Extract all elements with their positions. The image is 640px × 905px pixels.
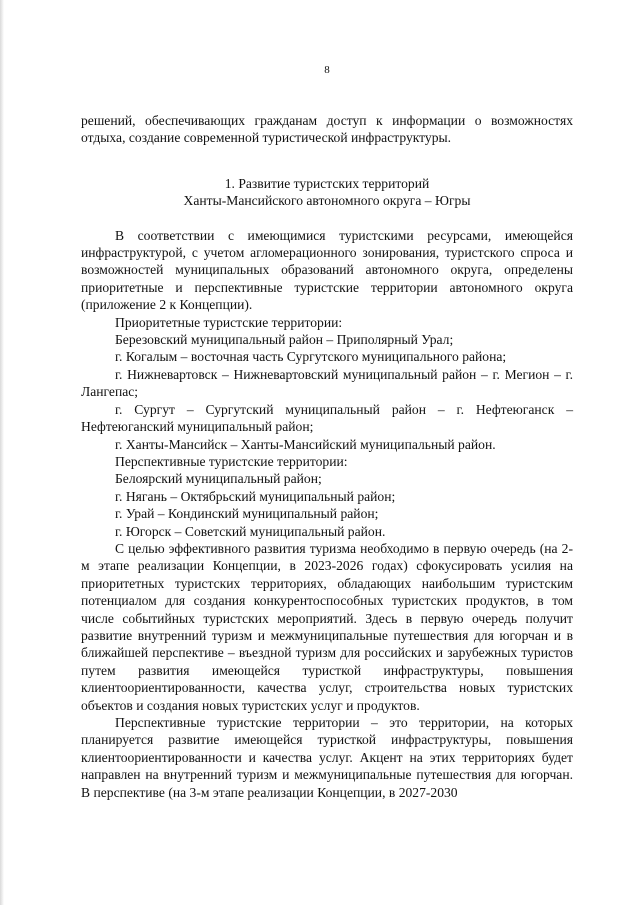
priority-item-2: г. Когалым – восточная часть Сургутского муниципального района; <box>115 349 507 365</box>
intro-paragraph: решений, обеспечивающих гражданам доступ к информации о возможностях отдыха, создание современной туристической инфраструктуры. <box>81 113 573 146</box>
priority-item-5: г. Ханты-Мансийск – Ханты-Мансийский муниципальный район. <box>115 436 496 452</box>
document-page <box>81 0 573 905</box>
document-body <box>81 112 573 801</box>
page-number: 8 <box>324 64 330 76</box>
priority-item-1: Березовский муниципальный район – Приполярный Урал; <box>115 332 454 348</box>
prospective-label: Перспективные туристские территории: <box>115 453 348 469</box>
scan-edge <box>0 0 4 905</box>
priority-item-4: г. Сургут – Сургутский муниципальный район – г. Нефтеюганск – Нефтеюганский муниципальный район; <box>81 401 573 435</box>
prospective-item-4: г. Югорск – Советский муниципальный район. <box>115 523 386 539</box>
paragraph-3: Перспективные туристские территории – это территории, на которых планируется развитие имеющейся туристкой инфраструктуры, повышения клиентоориентированности и качества услуг. Акцент на этих территориях будет направлен на внутренний туризм и межмуниципальные путешествия для югорчан. В перспективе (на 3-м этапе реализации Концепции, в 2027-2030 <box>81 715 573 800</box>
prospective-item-2: г. Нягань – Октябрьский муниципальный район; <box>115 488 396 504</box>
section-heading-line1: 1. Развитие туристских территорий <box>224 175 430 191</box>
prospective-item-3: г. Урай – Кондинский муниципальный район; <box>115 506 379 522</box>
section-heading-line2: Ханты-Мансийского автономного округа – Югры <box>183 193 471 209</box>
priority-label: Приоритетные туристские территории: <box>115 314 343 330</box>
paragraph-2: С целью эффективного развития туризма необходимо в первую очередь (на 2-м этапе реализации Концепции, в 2023-2026 годах) сфокусировать усилия на приоритетных туристских территориях, обладающих наибольшим туристским потенциалом для создания конкурентоспособных туристских продуктов, в том числе событийных туристских мероприятий. Здесь в первую очередь получит развитие внутренний туризм и межмуниципальные путешествия для югорчан и в ближайшей перспективе – въездной туризм для российских и зарубежных туристов путем развития имеющейся туристкой инфраструктуры, повышения клиентоориентированности, качества услуг, строительства новых туристских объектов и создания новых туристских услуг и продуктов. <box>81 540 573 713</box>
paragraph-1: В соответствии с имеющимися туристскими ресурсами, имеющейся инфраструктурой, с учетом агломерационного зонирования, туристского спроса и возможностей муниципальных образований автономного округа, определены приоритетные и перспективные туристские территории автономного округа (приложение 2 к Концепции). <box>81 227 573 313</box>
section-heading <box>81 175 573 210</box>
priority-item-3: г. Нижневартовск – Нижневартовский муниципальный район – г. Мегион – г. Лангепас; <box>81 366 573 400</box>
prospective-item-1: Белоярский муниципальный район; <box>115 471 322 487</box>
